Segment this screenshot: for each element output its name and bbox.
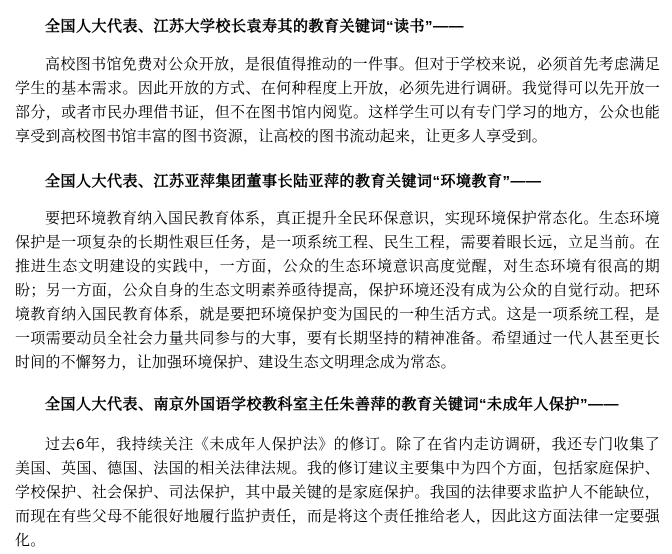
section-heading: 全国人大代表、江苏亚萍集团董事长陆亚萍的教育关键词“环境教育”——	[45, 173, 542, 190]
section-paragraph: 过去6年，我持续关注《未成年人保护法》的修订。除了在省内走访调研，我还专门收集了美国、英国、德国、法国的相关法律法规。我的修订建议主要集中为四个方面，包括家庭保护、学校保护、社会保护、司法保护，其中最关键的是家庭保护。我国的法律要求监护人不能缺位，而现在有些父母不能很好地履行监护责任，而是将这个责任推给老人，因此这方面法律一定要强化。	[15, 436, 660, 549]
section-minor-protection	[15, 393, 660, 553]
section-heading: 全国人大代表、江苏大学校长袁寿其的教育关键词“读书”——	[45, 18, 465, 35]
section-paragraph: 高校图书馆免费对公众开放，是很值得推动的一件事。但对于学校来说，必须首先考虑满足学生的基本需求。因此开放的方式、在何种程度上开放，必须先进行调研。我觉得可以先开放一部分，或者市民办理借书证，但不在图书馆内阅览。这样学生可以有专门学习的地方，公众也能享受到高校图书馆丰富的图书资源，让高校的图书流动起来，让更多人享受到。	[15, 56, 660, 145]
section-environment-education	[15, 170, 660, 375]
section-reading	[15, 15, 660, 149]
section-paragraph: 要把环境教育纳入国民教育体系，真正提升全民环保意识，实现环境保护常态化。生态环境保护是一项复杂的长期性艰巨任务，是一项系统工程、民生工程，需要着眼长远，立足当前。在推进生态文明建设的实践中，一方面，公众的生态环境意识高度觉醒，对生态环境有很高的期盼；另一方面，公众自身的生态文明素养亟待提高，保护环境还没有成为公众的自觉行动。把环境教育纳入国民教育体系，就是要把环境保护变为国民的一种生活方式。这是一项系统工程，是一项需要动员全社会力量共同参与的大事，要有长期坚持的精神准备。希望通过一代人甚至更长时间的不懈努力，让加强环境保护、建设生态文明理念成为常态。	[15, 210, 660, 371]
section-heading: 全国人大代表、南京外国语学校教科室主任朱善萍的教育关键词“未成年人保护”——	[45, 396, 620, 413]
